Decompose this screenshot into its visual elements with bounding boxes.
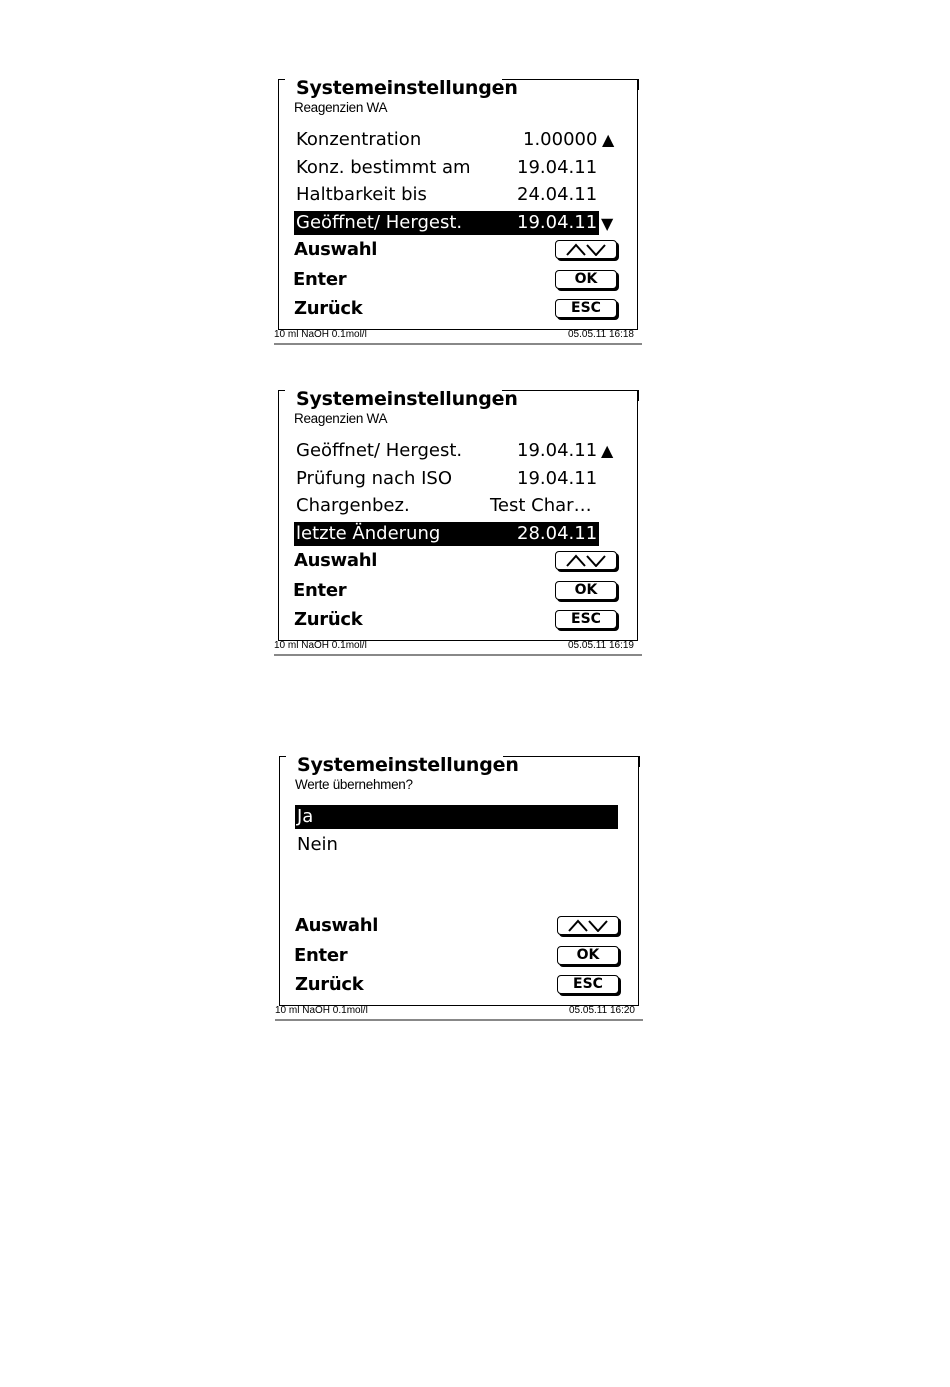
cmd-auswahl-label: Auswahl [294,550,378,571]
cmd-back-label: Zurück [295,974,364,995]
status-bar [274,327,642,345]
up-down-arrows-icon[interactable] [555,551,617,570]
list-item-value: Test Char… [490,495,592,516]
list-item-label: Haltbarkeit bis [296,184,427,205]
cmd-auswahl-label: Auswahl [295,915,379,936]
list-item-konzentration[interactable] [294,128,598,152]
list-item-label: Konzentration [296,129,422,150]
list-item-pruefung-iso[interactable] [294,467,598,491]
screen-reagent-settings-1 [274,77,638,340]
list-item-konz-bestimmt[interactable] [294,156,598,180]
screen-subtitle: Reagenzien WA [294,100,388,115]
option-ja-selected[interactable] [295,805,618,829]
up-down-arrows-icon[interactable] [555,240,617,259]
screen-title: Systemeinstellungen [296,77,518,99]
screen-confirm-values [275,754,639,1016]
list-item-haltbarkeit[interactable] [294,183,598,207]
screen-title: Systemeinstellungen [297,754,519,776]
list-item-value: 19.04.11 [517,468,598,489]
list-item-label: Geöffnet/ Hergest. [296,212,463,233]
option-label: Nein [297,834,338,855]
triangle-up-icon[interactable]: ▲ [601,441,614,460]
cmd-back-label: Zurück [294,609,363,630]
list-item-value: 19.04.11 [517,157,598,178]
cmd-back-label: Zurück [294,298,363,319]
status-reagent: 10 ml NaOH 0.1mol/l [274,640,367,651]
list-item-geoeffnet-selected[interactable] [294,211,599,235]
ok-button[interactable]: OK [555,581,617,600]
status-reagent: 10 ml NaOH 0.1mol/l [274,329,367,340]
status-datetime: 05.05.11 16:20 [569,1005,635,1016]
cmd-enter-label: Enter [294,945,348,966]
list-item-value: 19.04.11 [517,212,598,233]
cmd-enter-label: Enter [293,269,347,290]
status-datetime: 05.05.11 16:18 [568,329,634,340]
triangle-up-icon[interactable]: ▲ [602,130,615,149]
list-item-label: Konz. bestimmt am [296,157,471,178]
screen-title: Systemeinstellungen [296,388,518,410]
list-item-label: Prüfung nach ISO [296,468,453,489]
ok-button[interactable]: OK [557,946,619,965]
option-label: Ja [297,806,314,827]
cmd-enter-label: Enter [293,580,347,601]
list-item-value: 24.04.11 [517,184,598,205]
list-item-geoeffnet[interactable] [294,439,598,463]
esc-button[interactable]: ESC [557,975,619,994]
up-down-arrows-icon[interactable] [557,916,619,935]
esc-button[interactable]: ESC [555,610,617,629]
list-item-letzte-aenderung-selected[interactable] [294,522,599,546]
screen-frame [278,79,638,330]
status-datetime: 05.05.11 16:19 [568,640,634,651]
list-item-value: 1.00000 [523,129,598,150]
list-item-label: Chargenbez. [296,495,410,516]
screen-reagent-settings-2 [274,388,638,651]
option-nein[interactable] [295,833,618,857]
esc-button[interactable]: ESC [555,299,617,318]
status-bar [275,1003,643,1021]
cmd-auswahl-label: Auswahl [294,239,378,260]
status-bar [274,638,642,656]
screen-subtitle: Werte übernehmen? [295,777,413,792]
list-item-label: Geöffnet/ Hergest. [296,440,463,461]
screen-frame [279,756,639,1006]
triangle-down-icon[interactable]: ▼ [601,214,614,233]
status-reagent: 10 ml NaOH 0.1mol/l [275,1005,368,1016]
screen-subtitle: Reagenzien WA [294,411,388,426]
list-item-chargenbez[interactable] [294,494,598,518]
ok-button[interactable]: OK [555,270,617,289]
list-item-label: letzte Änderung [296,523,441,544]
screen-frame [278,390,638,641]
list-item-value: 28.04.11 [517,523,598,544]
list-item-value: 19.04.11 [517,440,598,461]
